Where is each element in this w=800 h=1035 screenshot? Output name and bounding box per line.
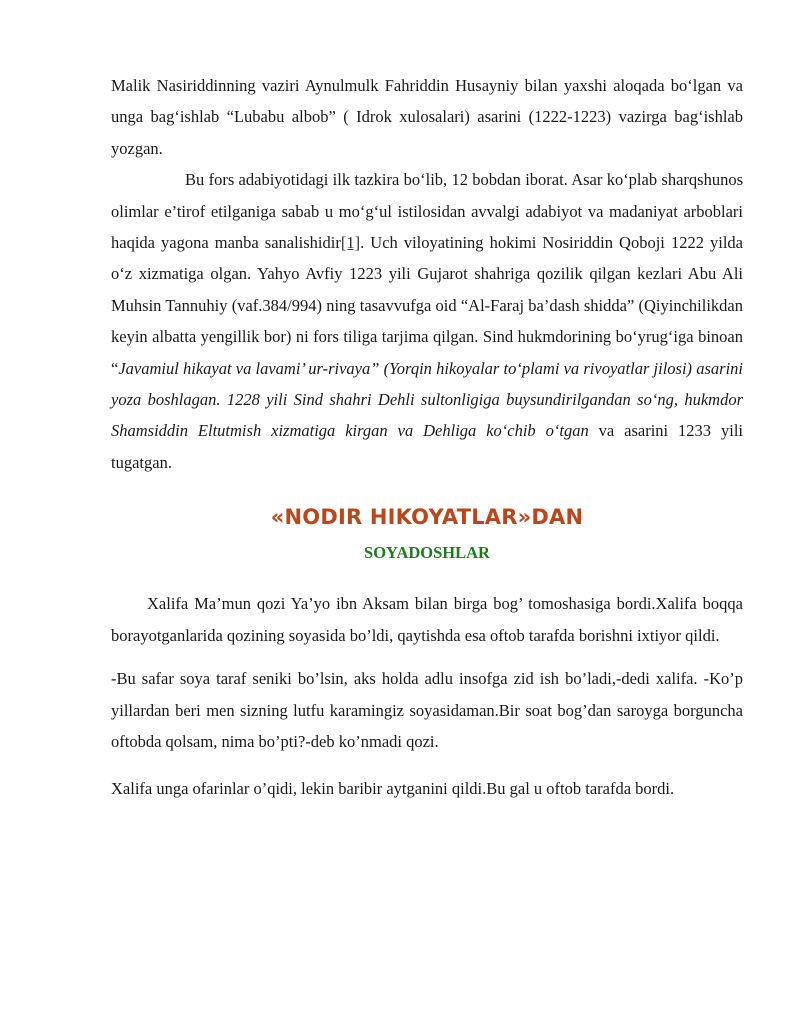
- story-paragraph-3: Xalifa unga ofarinlar o’qidi, lekin baribir aytganini qildi.Bu gal u oftob tarafda bordi.: [111, 779, 675, 799]
- paragraph-intro: Malik Nasiriddinning vaziri Aynulmulk Fahriddin Husayniy bilan yaxshi aloqada bo‘lgan va unga bag‘ishlab “Lubabu albob” ( Idrok xulosalari) asarini (1222-1223) vazirga bag‘ishlab yozgan.: [111, 76, 743, 158]
- story-paragraph-2: -Bu safar soya taraf seniki bo’lsin, aks holda adlu insofga zid ish bo’ladi,-dedi xalifa. -Ko’p yillardan beri men sizning lutfu karamingiz soyasidaman.Bir soat bog’dan saroyga borguncha oftobda qolsam, nima bo’pti?-deb ko’nmadi qozi.: [111, 669, 743, 751]
- paragraph-tazkira-text-a: Bu fors adabiyotidagi ilk tazkira bo‘lib, 12 bobdan iborat. Asar ko‘plab sharqshunos olimlar e’tirof etilganiga sabab u mo‘g‘ul istilosidan avvalgi adabiyot va madaniyat arboblari haqida yagona manba sanalishidir: [111, 170, 743, 253]
- paragraph-tazkira-text-b: . Uch viloyatining hokimi Nosiriddin Qoboji 1222 yilda o‘z xizmatiga olgan. Yahyo Avfiy 1223 yili Gujarot shahriga qozilik qilgan kezlari Abu Ali Muhsin Tannuhiy (vaf.384/994) ning tasavvufga oid “Al-Faraj ba’dash shidda” (Qiyinchilikdan keyin albatta yengillik bor) ni fors tiliga tarjima qilgan. Sind hukmdorining bo‘yrug‘iga binoan “: [111, 233, 743, 378]
- document-page: [111, 70, 743, 805]
- story-paragraph-1: Xalifa Ma’mun qozi Ya’yo ibn Aksam bilan birga bog’ tomoshasiga bordi.Xalifa boqqa borayotganlarida qozining soyasida bo’ldi, qaytishda esa oftob tarafda borishni ixtiyor qildi.: [111, 594, 743, 645]
- paragraph-tazkira: [111, 164, 743, 478]
- paragraph-tazkira-text-c: va asarini 1233 yili tugatgan.: [111, 421, 743, 472]
- footnote-link[interactable]: [1]: [340, 233, 361, 253]
- section-heading: «NODIR HIKOYATLAR»DAN: [270, 505, 584, 530]
- paragraph-tazkira-italic: Javamiul hikayat va lavami’ ur-rivaya” (Yorqin hikoyalar to‘plami va rivoyatlar jilosi) asarini yoza boshlagan. 1228 yili Sind shahri Dehli sultonligiga buysundirilgandan so‘ng, hukmdor Shamsiddin Eltutmish xizmatiga kirgan va Dehliga ko‘chib o‘tgan: [111, 358, 743, 441]
- story-title: SOYADOSHLAR: [364, 543, 490, 563]
